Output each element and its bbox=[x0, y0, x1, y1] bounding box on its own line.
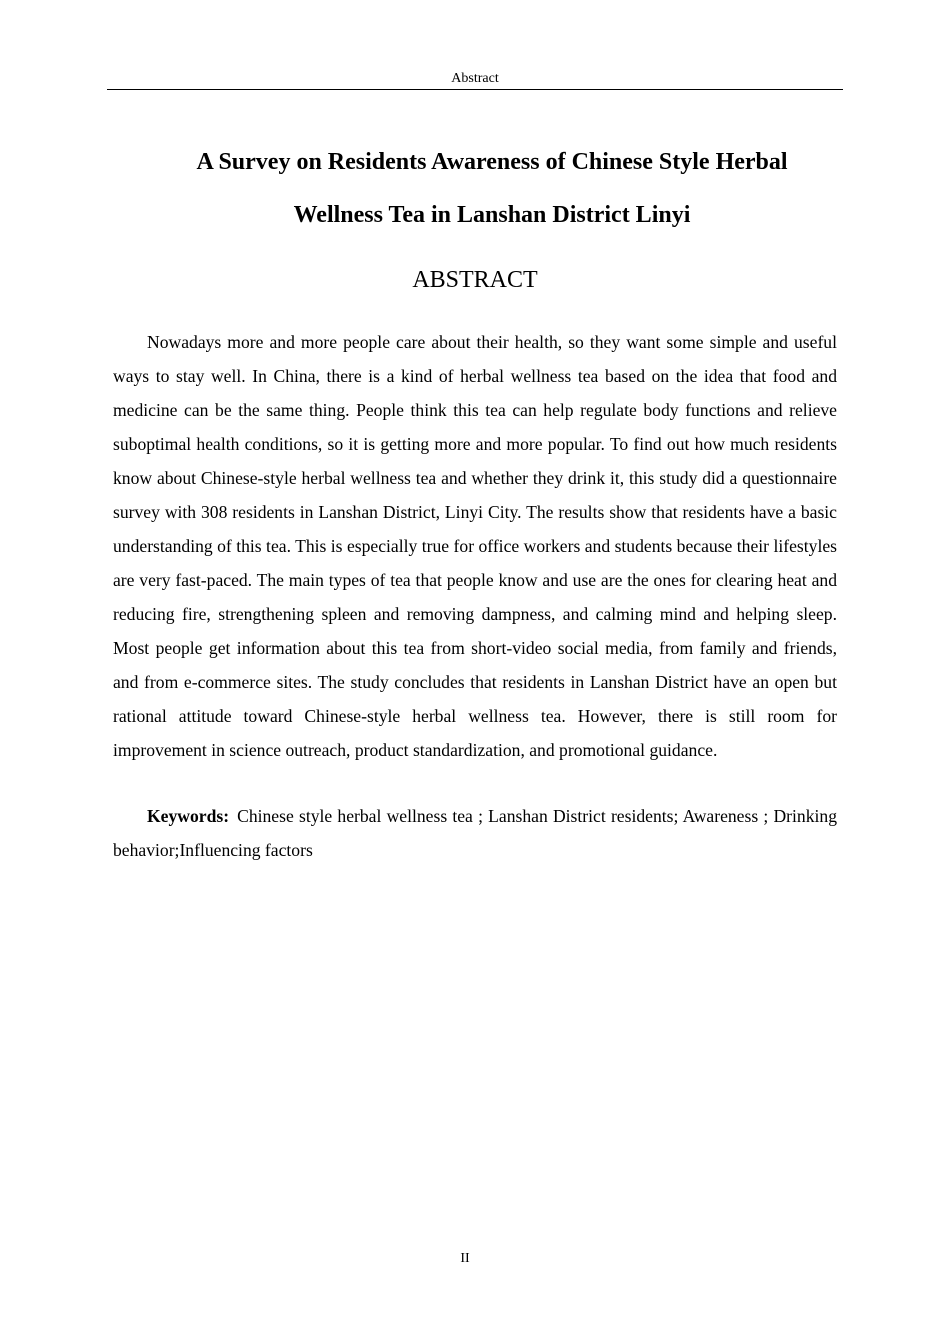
paper-title-line-2: Wellness Tea in Lanshan District Linyi bbox=[293, 202, 691, 228]
keywords-paragraph bbox=[113, 799, 837, 867]
running-header bbox=[107, 70, 843, 90]
running-header-title: Abstract bbox=[451, 71, 499, 86]
paper-title bbox=[150, 136, 834, 242]
page-number: II bbox=[460, 1251, 470, 1266]
keywords-label: Keywords: bbox=[147, 806, 230, 826]
abstract-heading: ABSTRACT bbox=[412, 267, 538, 293]
paper-title-line-1: A Survey on Residents Awareness of Chinese Style Herbal bbox=[196, 149, 788, 175]
abstract-body: Nowadays more and more people care about their health, so they want some simple and useful ways to stay well. In China, there is a kind of herbal wellness tea based on the idea that food and medicine can be the same thing. People think this tea can help regulate body functions and relieve suboptimal health conditions, so it is getting more and more popular. To find out how much residents know about Chinese-style herbal wellness tea and whether they drink it, this study did a questionnaire survey with 308 residents in Lanshan District, Linyi City. The results show that residents have a basic understanding of this tea. This is especially true for office workers and students because their lifestyles are very fast-paced. The main types of tea that people know and use are the ones for clearing heat and reducing fire, strengthening spleen and removing dampness, and calming mind and helping sleep. Most people get information about this tea from short-video social media, from family and friends, and from e-commerce sites. The study concludes that residents in Lanshan District have an open but rational attitude toward Chinese-style herbal wellness tea. However, there is still room for improvement in science outreach, product standardization, and promotional guidance. bbox=[113, 332, 837, 760]
keywords-text: Chinese style herbal wellness tea ; Lanshan District residents; Awareness ; Drinking behavior;Influencing factors bbox=[113, 806, 837, 860]
